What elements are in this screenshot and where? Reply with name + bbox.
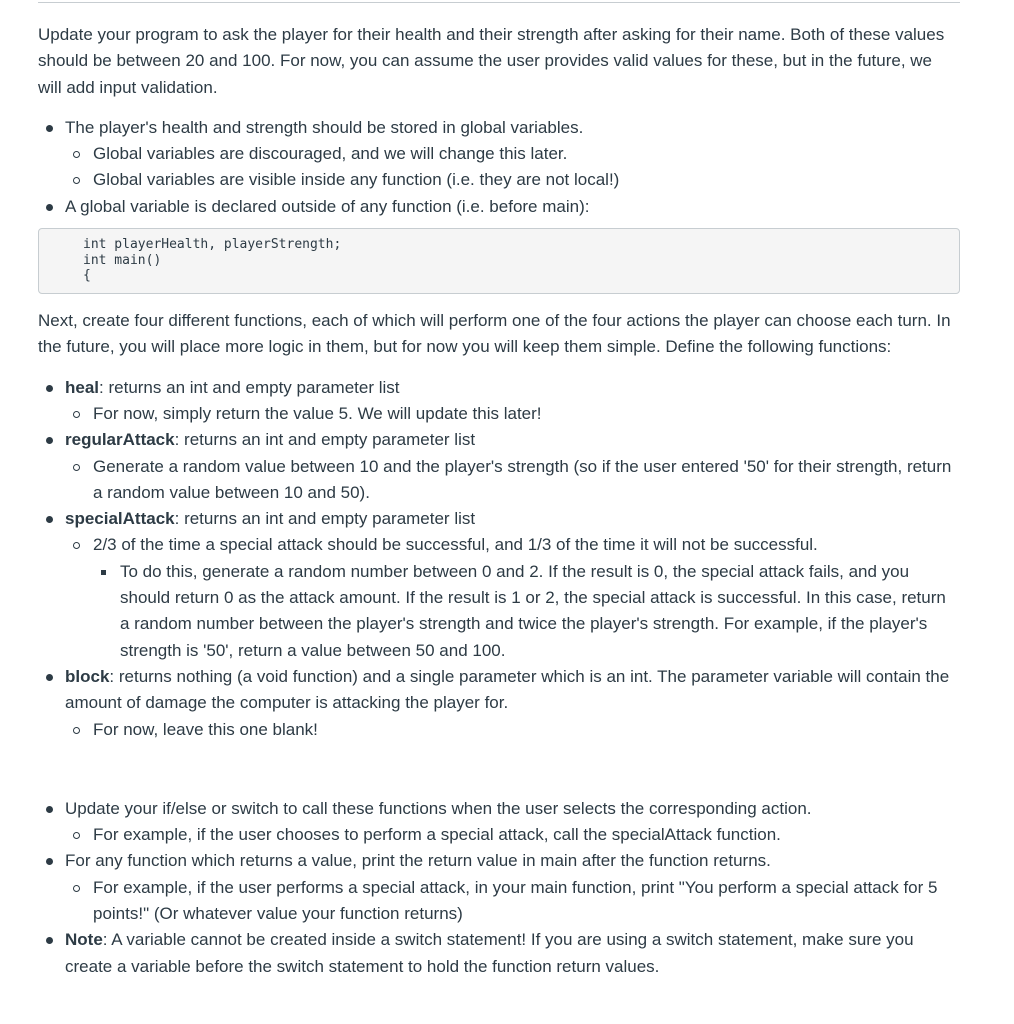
list-item-text: For any function which returns a value, print the return value in main after the function returns.	[65, 851, 771, 871]
assignment-content	[38, 22, 960, 980]
final-list	[38, 796, 960, 980]
sub-list	[65, 717, 960, 743]
list-item: Global variables are discouraged, and we will change this later.	[65, 141, 960, 167]
list-item-text: Update your if/else or switch to call these functions when the user selects the corresponding action.	[65, 798, 812, 818]
list-item: Global variables are visible inside any function (i.e. they are not local!)	[65, 167, 960, 193]
code-line: int main()	[83, 252, 162, 268]
sub-list	[65, 454, 960, 507]
function-description: : returns an int and empty parameter list	[174, 430, 476, 450]
sub-sub-list	[93, 559, 960, 664]
function-description: : returns an int and empty parameter list	[174, 509, 476, 529]
function-description: : returns an int and empty parameter list	[99, 377, 400, 397]
function-item-special-attack	[38, 506, 960, 664]
list-item: A global variable is declared outside of any function (i.e. before main):	[38, 194, 960, 220]
code-line: int playerHealth, playerStrength;	[83, 237, 342, 253]
function-description: : returns nothing (a void function) and a single parameter which is an int. The parameter variable will contain the amount of damage the computer is attacking the player for.	[65, 666, 950, 713]
globals-list	[38, 115, 960, 220]
intro-paragraph: Update your program to ask the player for their health and their strength after asking for their name. Both of these values should be between 20 and 100. For now, you can assume the user provides valid values for these, but in the future, we will add input validation.	[38, 25, 945, 97]
function-item-heal	[38, 375, 960, 428]
list-item	[65, 532, 960, 663]
next-paragraph: Next, create four different functions, each of which will perform one of the four actions the player can choose each turn. In the future, you will place more logic in them, but for now you will keep them simple. Define the following functions:	[38, 311, 951, 357]
list-item	[38, 796, 960, 849]
function-name: heal	[65, 377, 100, 397]
note-text: : A variable cannot be created inside a switch statement! If you are using a switch statement, make sure you create a variable before the switch statement to hold the function return values.	[65, 930, 914, 976]
function-name: regularAttack	[65, 430, 175, 450]
function-name: specialAttack	[65, 509, 175, 529]
list-item: For now, simply return the value 5. We will update this later!	[65, 401, 960, 427]
list-item: For example, if the user chooses to perform a special attack, call the specialAttack function.	[65, 822, 960, 848]
list-item	[38, 115, 960, 194]
list-item-text: The player's health and strength should be stored in global variables.	[65, 117, 584, 137]
top-divider	[38, 2, 960, 3]
sub-list	[65, 141, 960, 194]
list-item: For example, if the user performs a special attack, in your main function, print "You perform a special attack for 5 points!" (Or whatever value your function returns)	[65, 875, 960, 928]
list-item	[38, 848, 960, 927]
note-label: Note	[65, 930, 103, 950]
list-item: Generate a random value between 10 and the player's strength (so if the user entered '50' for their strength, return a random value between 10 and 50).	[65, 454, 960, 507]
sub-list	[65, 875, 960, 928]
list-item: For now, leave this one blank!	[65, 717, 960, 743]
sub-list	[65, 822, 960, 848]
list-item-text: 2/3 of the time a special attack should be successful, and 1/3 of the time it will not be successful.	[93, 535, 818, 555]
functions-list	[38, 375, 960, 743]
function-item-regular-attack	[38, 427, 960, 506]
list-item: To do this, generate a random number between 0 and 2. If the result is 0, the special attack fails, and you should return 0 as the attack amount. If the result is 1 or 2, the special attack is successful. In this case, return a random number between the player's strength and twice the player's strength. For example, if the player's strength is '50', return a value between 50 and 100.	[93, 559, 960, 664]
function-item-block	[38, 664, 960, 743]
code-block	[38, 228, 960, 294]
code-line: {	[83, 268, 91, 284]
function-name: block	[65, 666, 110, 686]
note-item	[38, 927, 960, 980]
sub-list	[65, 401, 960, 427]
sub-list	[65, 532, 960, 663]
